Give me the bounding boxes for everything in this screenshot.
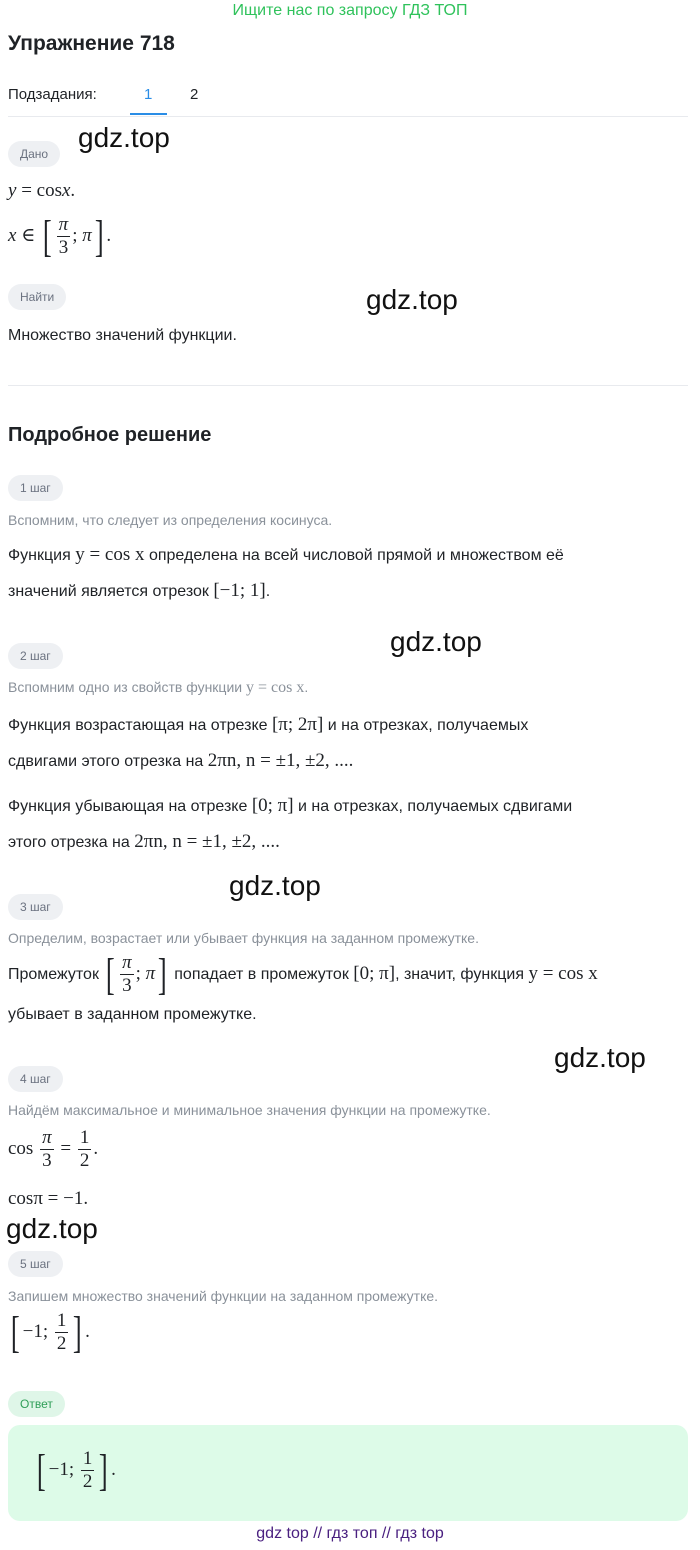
find-pill: Найти xyxy=(8,284,66,310)
watermark: gdz.top xyxy=(229,870,321,901)
step-hint: Запишем множество значений функции на заданном промежутке. xyxy=(8,1288,439,1304)
step-pill: 1 шаг xyxy=(8,475,63,501)
step-text: этого отрезка на 2πn, n = ±1, ±2, .... xyxy=(8,831,280,852)
step-4-pill-wrap xyxy=(8,1066,63,1092)
top-banner: Ищите нас по запросу ГДЗ ТОП xyxy=(232,2,468,19)
watermark: gdz.top xyxy=(366,284,458,315)
answer-pill: Ответ xyxy=(8,1391,65,1417)
step-text: Функция y = cos x определена на всей числовой прямой и множеством её xyxy=(8,544,564,565)
given-equation: y = cosx. xyxy=(8,180,76,201)
subtasks-label: Подзадания: xyxy=(8,86,97,103)
active-tab-indicator xyxy=(130,113,167,115)
step-text: Функция убывающая на отрезке [0; π] и на отрезках, получаемых сдвигами xyxy=(8,795,573,816)
step-hint: Определим, возрастает или убывает функция на заданном промежутке. xyxy=(8,930,479,946)
step-2-pill-wrap xyxy=(8,643,63,669)
step-text: значений является отрезок [−1; 1]. xyxy=(8,580,271,601)
divider xyxy=(8,116,688,117)
step-pill: 2 шаг xyxy=(8,643,63,669)
watermark: gdz.top xyxy=(6,1213,98,1244)
step-5-pill-wrap xyxy=(8,1251,63,1277)
given-pill: Дано xyxy=(8,141,60,167)
step-equation: cos $\frac{\pi}{3}$ = $\frac{1}{2}$ . xyxy=(8,1127,99,1171)
step-pill: 4 шаг xyxy=(8,1066,63,1092)
step-text: убывает в заданном промежутке. xyxy=(8,1006,257,1023)
divider xyxy=(8,385,688,386)
find-section xyxy=(8,284,66,310)
step-text: сдвигами этого отрезка на 2πn, n = ±1, ±2, .... xyxy=(8,750,354,771)
step-equation: cosπ = −1. xyxy=(8,1188,89,1209)
find-text: Множество значений функции. xyxy=(8,327,237,344)
step-pill: 3 шаг xyxy=(8,894,63,920)
watermark: gdz.top xyxy=(554,1042,646,1073)
answer-equation: [ −1; $\frac{1}{2}$ ] . xyxy=(36,1445,116,1495)
footer-links: gdz top // гдз топ // гдз top xyxy=(256,1525,444,1542)
solution-title: Подробное решение xyxy=(8,424,212,446)
tab-subtask-1[interactable]: 1 xyxy=(144,86,153,103)
given-interval: x ∈ [ $\frac{\pi}{3}$ ; π] . xyxy=(8,211,112,261)
step-text: Функция возрастающая на отрезке [π; 2π] и на отрезках, получаемых xyxy=(8,714,529,735)
step-pill: 5 шаг xyxy=(8,1251,63,1277)
step-hint: Найдём максимальное и минимальное значения функции на промежутке. xyxy=(8,1102,491,1118)
step-hint: Вспомним, что следует из определения косинуса. xyxy=(8,512,333,528)
tab-subtask-2[interactable]: 2 xyxy=(190,86,199,103)
watermark: gdz.top xyxy=(390,626,482,657)
step-3-pill-wrap xyxy=(8,894,63,920)
step-equation: [ −1; $\frac{1}{2}$ ] . xyxy=(10,1307,90,1357)
answer-pill-wrap xyxy=(8,1391,65,1417)
step-1-pill-wrap xyxy=(8,475,63,501)
page-title: Упражнение 718 xyxy=(8,32,175,55)
given-section xyxy=(8,141,60,167)
watermark: gdz.top xyxy=(78,122,170,153)
step-text: Промежуток [ $\frac{\pi}{3}$ ; π] попадает в промежуток [0; π], значит, функция y = cos x xyxy=(8,949,598,999)
step-hint: Вспомним одно из свойств функции y = cos x. xyxy=(8,679,309,696)
